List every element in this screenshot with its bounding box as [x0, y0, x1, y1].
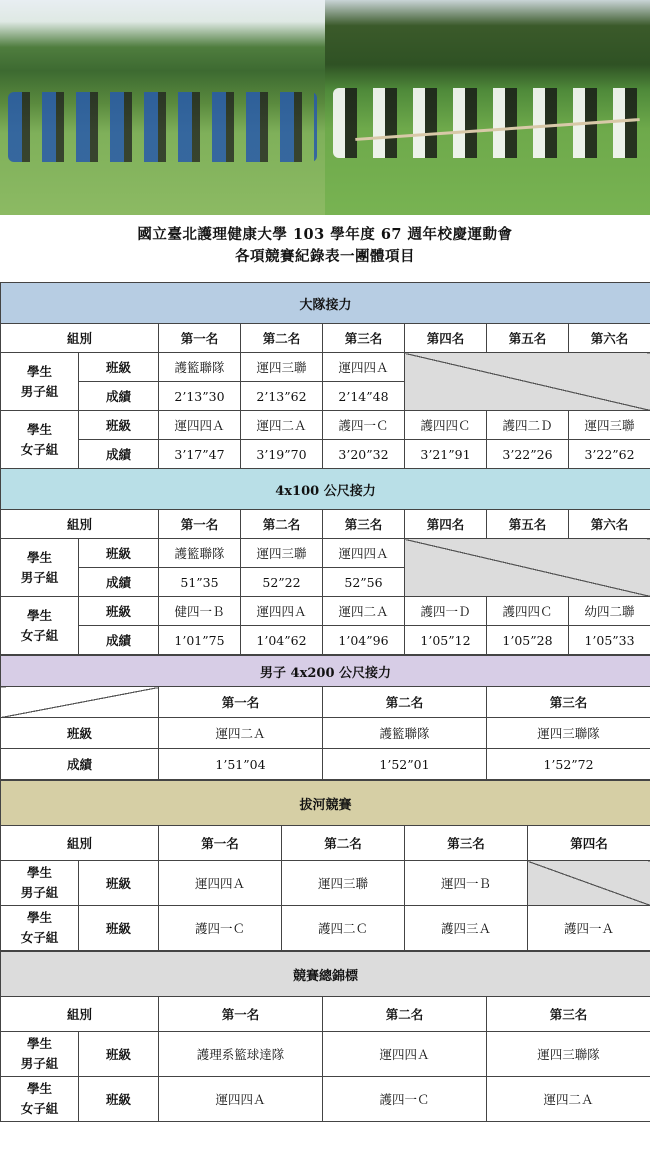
cell: 3’20”32	[323, 440, 405, 469]
class-label: 班級	[1, 718, 159, 749]
header-row	[1, 826, 650, 861]
rank-2-header: 第二名	[282, 826, 405, 861]
cell: 52”22	[241, 568, 323, 597]
table-row	[1, 718, 650, 749]
cell: 1’01”75	[159, 626, 241, 655]
section-title-tug-of-war: 拔河競賽	[1, 781, 650, 826]
cell: 護四一Ａ	[528, 906, 650, 951]
rank-1-header: 第一名	[159, 826, 282, 861]
cell: 護四四Ｃ	[487, 597, 569, 626]
cell: 護籃聯隊	[159, 353, 241, 382]
male-group-label: 學生 男子組	[1, 353, 79, 411]
cell: 1’04”96	[323, 626, 405, 655]
table-row	[1, 1032, 650, 1077]
cell: 3’19”70	[241, 440, 323, 469]
cell: 1’51”04	[159, 749, 323, 780]
cell: 運四四Ａ	[323, 539, 405, 568]
table-row	[1, 749, 650, 780]
section-title-relay-team: 大隊接力	[1, 283, 650, 324]
class-label: 班級	[79, 539, 159, 568]
cell: 運四四Ａ	[323, 1032, 487, 1077]
cell: 運四三聯	[282, 861, 405, 906]
cell: 1’52”01	[323, 749, 487, 780]
photo-banner	[0, 0, 650, 215]
class-label: 班級	[79, 906, 159, 951]
cell: 52”56	[323, 568, 405, 597]
cell: 3’17”47	[159, 440, 241, 469]
empty-diagonal-cell	[405, 353, 650, 411]
cell: 運四二Ａ	[241, 411, 323, 440]
rank-3-header: 第三名	[323, 324, 405, 353]
photo-seated-tug-of-war	[0, 0, 325, 215]
cell: 51”35	[159, 568, 241, 597]
table-row	[1, 597, 650, 626]
cell: 1’05”28	[487, 626, 569, 655]
cell: 1’05”33	[569, 626, 650, 655]
male-group-label: 學生 男子組	[1, 539, 79, 597]
class-label: 班級	[79, 597, 159, 626]
cell: 護籃聯隊	[323, 718, 487, 749]
cell: 運四二Ａ	[159, 718, 323, 749]
rank-4-header: 第四名	[405, 510, 487, 539]
document-title	[0, 215, 650, 282]
score-label: 成績	[79, 626, 159, 655]
table-row	[1, 353, 650, 382]
rank-1-header: 第一名	[159, 687, 323, 718]
header-row	[1, 997, 650, 1032]
photo-standing-tug-of-war	[325, 0, 650, 215]
rank-2-header: 第二名	[241, 324, 323, 353]
rank-3-header: 第三名	[487, 997, 650, 1032]
cell: 3’21”91	[405, 440, 487, 469]
empty-diagonal-cell	[528, 861, 650, 906]
cell: 運四四Ａ	[241, 597, 323, 626]
cell: 運四四Ａ	[323, 353, 405, 382]
group-header: 組別	[1, 510, 159, 539]
section-title-4x200: 男子 4x200 公尺接力	[1, 656, 650, 687]
header-row	[1, 324, 650, 353]
cell: 運四三聯隊	[487, 1032, 650, 1077]
cell: 護四三Ａ	[405, 906, 528, 951]
cell: 護四一Ｃ	[159, 906, 282, 951]
rank-4-header: 第四名	[405, 324, 487, 353]
rank-2-header: 第二名	[323, 997, 487, 1032]
rank-6-header: 第六名	[569, 510, 650, 539]
table-row	[1, 411, 650, 440]
rank-2-header: 第二名	[323, 687, 487, 718]
rank-3-header: 第三名	[487, 687, 650, 718]
cell: 運四二Ａ	[323, 597, 405, 626]
cell: 運四二Ａ	[487, 1077, 650, 1122]
cell: 運四三聯	[569, 411, 650, 440]
cell: 運四四Ａ	[159, 861, 282, 906]
female-group-label: 學生 女子組	[1, 1077, 79, 1122]
table-row	[1, 1077, 650, 1122]
title-line-1: 國立臺北護理健康大學 103 學年度 67 週年校慶運動會	[137, 226, 513, 243]
male-group-label: 學生 男子組	[1, 1032, 79, 1077]
score-label: 成績	[79, 382, 159, 411]
cell: 運四三聯	[241, 353, 323, 382]
rank-3-header: 第三名	[405, 826, 528, 861]
tug-of-war-table	[0, 780, 650, 951]
cell: 運四三聯	[241, 539, 323, 568]
cell: 2’13”62	[241, 382, 323, 411]
table-row	[1, 440, 650, 469]
rank-4-header: 第四名	[528, 826, 650, 861]
score-label: 成績	[1, 749, 159, 780]
rank-1-header: 第一名	[159, 510, 241, 539]
class-label: 班級	[79, 861, 159, 906]
cell: 護四四Ｃ	[405, 411, 487, 440]
female-group-label: 學生 女子組	[1, 411, 79, 469]
class-label: 班級	[79, 1032, 159, 1077]
rank-1-header: 第一名	[159, 324, 241, 353]
cell: 護籃聯隊	[159, 539, 241, 568]
female-group-label: 學生 女子組	[1, 906, 79, 951]
cell: 運四三聯隊	[487, 718, 650, 749]
rank-5-header: 第五名	[487, 510, 569, 539]
table-row	[1, 539, 650, 568]
cell: 運四一Ｂ	[405, 861, 528, 906]
cell: 護理系籃球達隊	[159, 1032, 323, 1077]
cell: 健四一Ｂ	[159, 597, 241, 626]
female-group-label: 學生 女子組	[1, 597, 79, 655]
cell: 護四二Ｄ	[487, 411, 569, 440]
cell: 護四一Ｃ	[323, 1077, 487, 1122]
cell: 護四一Ｄ	[405, 597, 487, 626]
header-row	[1, 510, 650, 539]
group-header: 組別	[1, 324, 159, 353]
relay-results-table	[0, 282, 650, 655]
empty-diagonal-cell	[405, 539, 650, 597]
score-label: 成績	[79, 440, 159, 469]
cell: 2’14”48	[323, 382, 405, 411]
cell: 護四二Ｃ	[282, 906, 405, 951]
empty-diagonal-cell	[1, 687, 159, 718]
class-label: 班級	[79, 411, 159, 440]
rank-2-header: 第二名	[241, 510, 323, 539]
relay-4x200-table	[0, 655, 650, 780]
group-header: 組別	[1, 997, 159, 1032]
cell: 2’13”30	[159, 382, 241, 411]
cell: 3’22”62	[569, 440, 650, 469]
male-group-label: 學生 男子組	[1, 861, 79, 906]
table-row	[1, 626, 650, 655]
cell: 1’52”72	[487, 749, 650, 780]
group-header: 組別	[1, 826, 159, 861]
rank-3-header: 第三名	[323, 510, 405, 539]
rank-6-header: 第六名	[569, 324, 650, 353]
title-line-2: 各項競賽紀錄表一團體項目	[235, 248, 415, 265]
class-label: 班級	[79, 1077, 159, 1122]
rank-1-header: 第一名	[159, 997, 323, 1032]
class-label: 班級	[79, 353, 159, 382]
section-title-overall: 競賽總錦標	[1, 952, 650, 997]
table-row	[1, 861, 650, 906]
rank-5-header: 第五名	[487, 324, 569, 353]
cell: 1’05”12	[405, 626, 487, 655]
cell: 幼四二聯	[569, 597, 650, 626]
overall-championship-table	[0, 951, 650, 1122]
cell: 運四四Ａ	[159, 411, 241, 440]
cell: 1’04”62	[241, 626, 323, 655]
cell: 運四四Ａ	[159, 1077, 323, 1122]
section-title-4x100: 4x100 公尺接力	[1, 469, 650, 510]
header-row	[1, 687, 650, 718]
cell: 護四一Ｃ	[323, 411, 405, 440]
score-label: 成績	[79, 568, 159, 597]
cell: 3’22”26	[487, 440, 569, 469]
table-row	[1, 906, 650, 951]
